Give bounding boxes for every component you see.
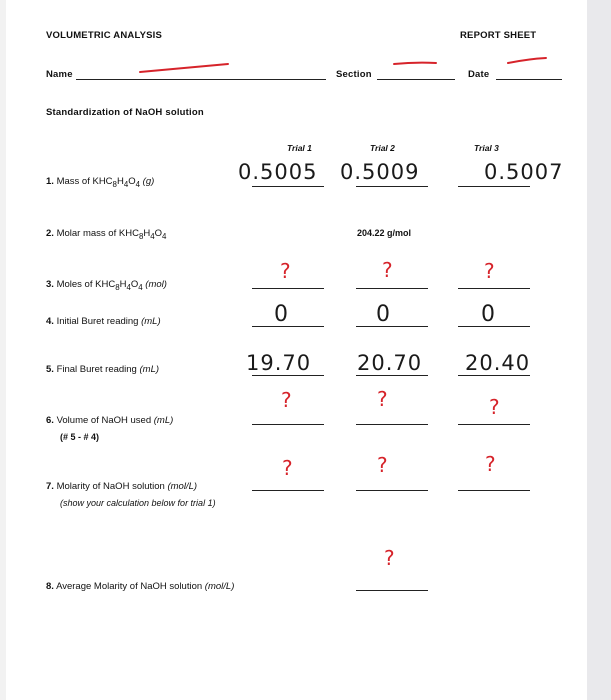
row-1-label: 1. Mass of $KHC_8H_4O_4$ (g) — [46, 176, 155, 189]
name-pen-stroke — [140, 64, 228, 72]
row-3-label: 3. Moles of $KHC_8H_4O_4$ (mol) — [46, 279, 167, 292]
name-label: Name — [46, 69, 73, 80]
document-title: VOLUMETRIC ANALYSIS — [46, 30, 163, 41]
trial-1-header: Trial 1 — [287, 143, 312, 153]
moles-trial-2-value: ? — [382, 258, 393, 282]
date-label: Date — [468, 69, 490, 80]
volume-trial-1-value: ? — [281, 388, 292, 412]
final-trial-3-value: 20.40 — [465, 351, 531, 375]
molar-mass-value: 204.22 g/mol — [357, 228, 412, 238]
trial-3-header: Trial 3 — [474, 143, 499, 153]
row-7-label: 7. Molarity of NaOH solution (mol/L) — [46, 481, 198, 492]
section-title: Standardization of NaOH solution — [46, 107, 204, 118]
mass-trial-3-value: 0.5007 — [484, 160, 564, 184]
section-pen-stroke — [394, 63, 436, 64]
row-7-sublabel: (show your calculation below for trial 1) — [60, 498, 216, 508]
initial-trial-3-value: 0 — [481, 302, 496, 327]
date-pen-stroke — [508, 58, 546, 63]
moles-trial-1-value: ? — [280, 259, 291, 283]
final-trial-1-value: 19.70 — [246, 351, 312, 375]
average-molarity-value: ? — [384, 546, 395, 570]
row-8-label: 8. Average Molarity of NaOH solution (mol/L) — [46, 581, 235, 592]
row-6-sublabel: (# 5 - # 4) — [60, 432, 100, 442]
mass-trial-1-value: 0.5005 — [238, 160, 318, 184]
final-trial-2-value: 20.70 — [357, 351, 423, 375]
row-5-label: 5. Final Buret reading (mL) — [46, 364, 160, 375]
trial-2-header: Trial 2 — [370, 143, 395, 153]
moles-trial-3-value: ? — [484, 259, 495, 283]
row-2-label: 2. Molar mass of $KHC_8H_4O_4$ — [46, 228, 167, 241]
report-sheet-label: REPORT SHEET — [460, 30, 537, 41]
mass-trial-2-value: 0.5009 — [340, 160, 420, 184]
section-label: Section — [336, 69, 372, 80]
row-6-label: 6. Volume of NaOH used (mL) — [46, 415, 174, 426]
row-4-label: 4. Initial Buret reading (mL) — [46, 316, 161, 327]
molarity-trial-2-value: ? — [377, 453, 388, 477]
molarity-trial-3-value: ? — [485, 452, 496, 476]
molarity-trial-1-value: ? — [282, 456, 293, 480]
volume-trial-3-value: ? — [489, 395, 500, 419]
initial-trial-1-value: 0 — [274, 302, 289, 327]
volume-trial-2-value: ? — [377, 387, 388, 411]
initial-trial-2-value: 0 — [376, 302, 391, 327]
